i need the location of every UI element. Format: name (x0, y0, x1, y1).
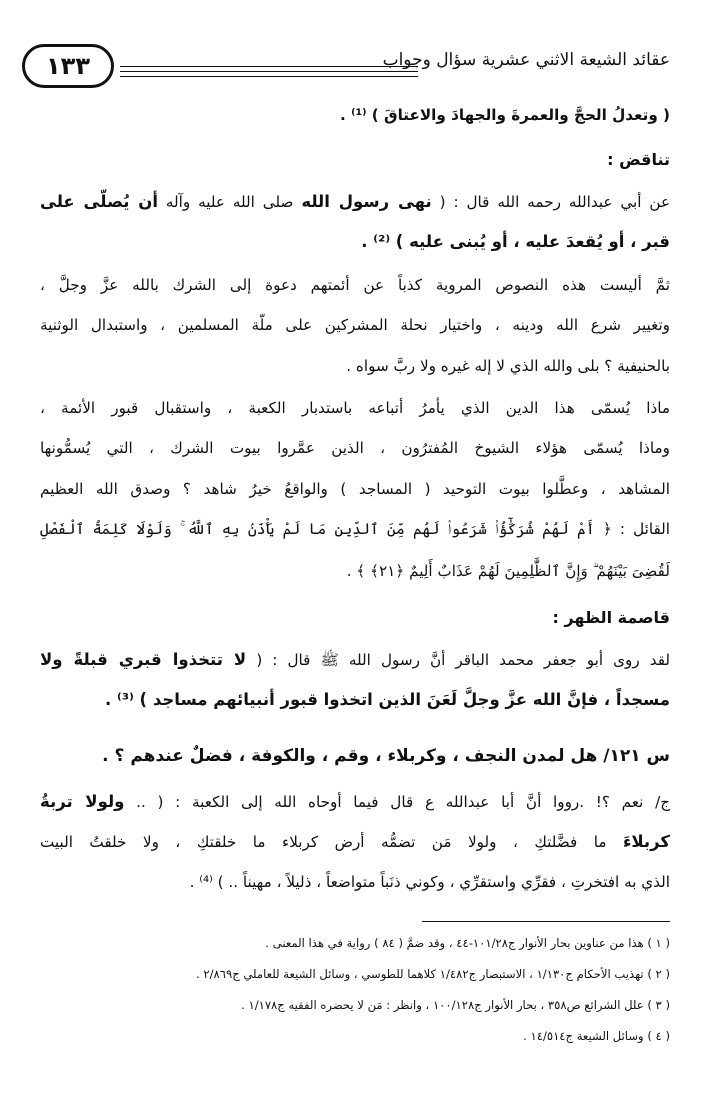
text-line: المشاهد ، وعطَّلوا بيوت التوحيد ( المساجد ) والواقعُ خيرُ شاهد ؟ وصدق الله العظيم (40, 480, 670, 498)
text-line: قبر ، أو يُقعدَ عليه ، أو يُبنى عليه ) ⁽²⁾ . (361, 232, 670, 251)
text-span: نهى رسول الله (301, 192, 432, 211)
footnote: ( ٢ ) تهذيب الأحكام ج١/١٣٠ ، الاستبصار ج١/٤٨٢ كلاهما للطوسي ، وسائل الشيعة للعاملي ج٢/٨٦٩ . (196, 967, 670, 981)
section-heading-backbreaker: قاصمة الظهر : (552, 608, 670, 627)
section-heading-contradiction: تناقض : (607, 150, 670, 169)
text-span: عن أبي عبدالله رحمه الله قال : ( (439, 193, 671, 211)
text-line: وتغيير شرع الله ودينه ، واختيار نحلة المشركين على ملّة المسلمين ، واستبدال الوثنية (40, 316, 670, 334)
text-span: صلى الله عليه وآله (165, 193, 294, 211)
text-span: ما فضَّلتكِ ، ولولا مَن تضمُّه أرض كربلاء ما خلقتكِ ، ولا خلقتُ البيت (40, 833, 607, 851)
text-line: ثمَّ أليست هذه النصوص المروية كذباً عن أئمتهم دعوة إلى الشرك بالله عزَّ وجلَّ ، (40, 276, 670, 294)
page-number-badge: ١٣٣ (22, 44, 114, 88)
footnote: ( ١ ) هذا من عناوين بحار الأنوار ج١٠١/٢٨-٤٤ ، وقد ضمَّ ( ٨٤ ) رواية في هذا المعنى . (265, 936, 670, 950)
header-rule (120, 76, 418, 77)
text-line: ماذا يُسمّى هذا الدين الذي يأمرُ أتباعه باستدبار الكعبة ، واستقبال قبور الأئمة ، (40, 399, 670, 417)
text-line: بالحنيفية ؟ بلى والله الذي لا إله غيره ولا ربَّ سواه . (346, 357, 670, 375)
footnote: ( ٣ ) علل الشرائع ص٣٥٨ ، بحار الأنوار ج١٠٠/١٢٨ ، وانظر : مَن لا يحضره الفقيه ج١/١٧٨ . (241, 998, 670, 1012)
text-line: وماذا يُسمّى هؤلاء الشيوخ المُفترُون ، الذين عمَّروا بيوت الشرك ، التي يُسمُّونها (40, 439, 670, 457)
text-line: مسجداً ، فإنَّ الله عزَّ وجلَّ لَعَنَ الذين اتخذوا قبور أنبيائهم مساجد ) ⁽³⁾ . (105, 690, 670, 709)
quran-line (40, 520, 670, 539)
text-span: القائل : ﴿ (602, 520, 670, 538)
text-span: أن يُصلّى على (40, 192, 158, 211)
text-span: ج/ نعم ؟! .رووا أنَّ أبا عبدالله ع قال فيما أوحاه الله إلى الكعبة : ( .. (136, 793, 671, 811)
header-rule (120, 71, 418, 72)
text-line: الذي به افتخرتِ ، فقرِّي واستقرِّي ، وكوني ذنَباً متواضعاً ، ذليلاً ، مهيناً .. ) ⁽⁴⁾ . (189, 873, 670, 891)
footnote: ( ٤ ) وسائل الشيعة ج١٤/٥١٤ . (523, 1029, 670, 1043)
text-span: لا تتخذوا قبري قبلةً ولا (40, 650, 247, 669)
text-line (40, 650, 670, 673)
text-span: لقد روى أبو جعفر محمد الباقر أنَّ رسول الله ﷺ قال : ( (256, 651, 671, 669)
header-rule (120, 66, 418, 67)
text-span: كربلاءَ (622, 832, 670, 851)
footnote-separator (422, 921, 670, 922)
quran-verse: أَمْ لَهُمْ شُرَكَٰٓؤُا۟ شَرَعُوا۟ لَهُم مِّنَ ٱلدِّينِ مَا لَمْ يَأْذَنۢ بِهِ ٱللَّهُ ۚ وَلَوْلَا كَلِمَةُ ٱلْفَصْلِ (40, 520, 595, 538)
text-line (40, 832, 670, 851)
book-title: عقائد الشيعة الاثني عشرية سؤال وجواب (382, 50, 670, 70)
question-121: س ١٢١/ هل لمدن النجف ، وكربلاء ، وقم ، والكوفة ، فضلٌ عندهم ؟ . (102, 746, 670, 766)
text-line (40, 792, 670, 811)
text-line: ( وتعدلُ الحجَّ والعمرةَ والجهادَ والاعتاقَ ) ⁽¹⁾ . (340, 106, 670, 124)
page-header (22, 44, 670, 92)
text-line (40, 192, 670, 211)
text-span: ولولا تربةُ (40, 792, 125, 811)
quran-line: لَقُضِىَ بَيْنَهُمْ ۗ وَإِنَّ ٱلظَّٰلِمِينَ لَهُمْ عَذَابٌ أَلِيمٌ ﴿٢١﴾ ﴾ . (346, 562, 670, 580)
